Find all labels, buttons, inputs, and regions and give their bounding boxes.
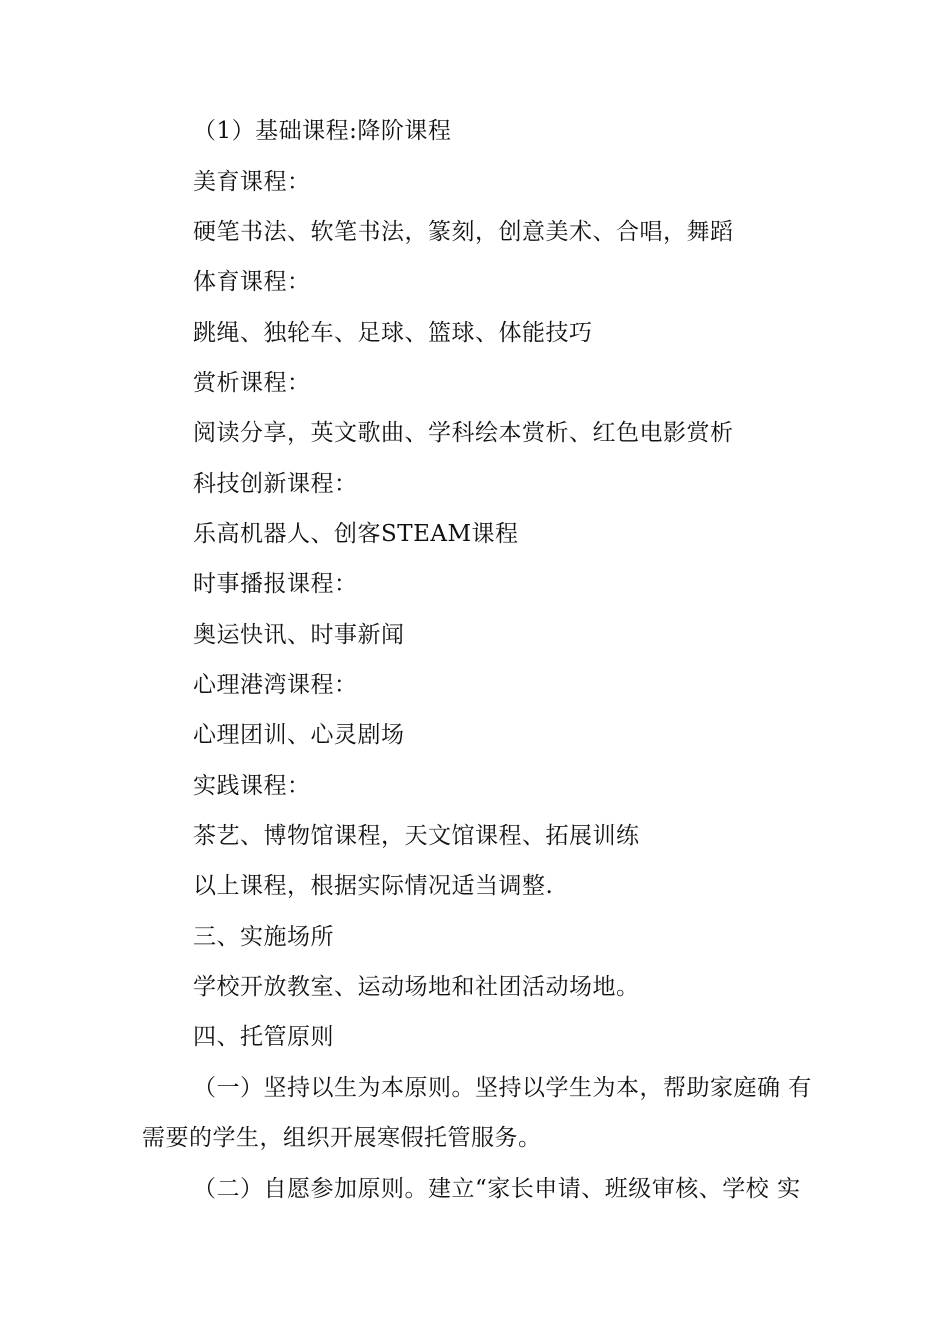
section-four-heading: 四、托管原则 (193, 1024, 334, 1050)
practice-course-label: 实践课程： (193, 773, 311, 799)
principle-one-line2: 需要的学生，组织开展寒假托管服务。 (142, 1125, 542, 1151)
tech-course-items: 乐高机器人、创客STEAM课程 (193, 521, 519, 547)
tech-course-label: 科技创新课程： (193, 471, 358, 497)
adjustment-note: 以上课程，根据实际情况适当调整. (193, 873, 554, 899)
appreciation-course-label: 赏析课程： (193, 370, 311, 396)
pe-course-items: 跳绳、独轮车、足球、篮球、体能技巧 (193, 320, 593, 346)
course-heading-basic: （1）基础课程:降阶课程 (193, 118, 452, 144)
venue-text: 学校开放教室、运动场地和社团活动场地。 (193, 974, 640, 1000)
arts-course-label: 美育课程： (193, 169, 311, 195)
pe-course-label: 体育课程： (193, 269, 311, 295)
appreciation-course-items: 阅读分享，英文歌曲、学科绘本赏析、红色电影赏析 (193, 420, 734, 446)
practice-course-items: 茶艺、博物馆课程，天文馆课程、拓展训练 (193, 823, 640, 849)
news-course-label: 时事播报课程： (193, 571, 358, 597)
arts-course-items: 硬笔书法、软笔书法，篆刻，创意美术、合唱，舞蹈 (193, 219, 734, 245)
section-three-heading: 三、实施场所 (193, 924, 334, 950)
news-course-items: 奥运快讯、时事新闻 (193, 622, 405, 648)
principle-two-line1: （二）自愿参加原则。建立“家长申请、班级审核、学校 实 (193, 1176, 801, 1202)
principle-one-line1: （一）坚持以生为本原则。坚持以学生为本，帮助家庭确 有 (193, 1075, 812, 1101)
psychology-course-items: 心理团训、心灵剧场 (193, 722, 405, 748)
psychology-course-label: 心理港湾课程： (193, 672, 358, 698)
